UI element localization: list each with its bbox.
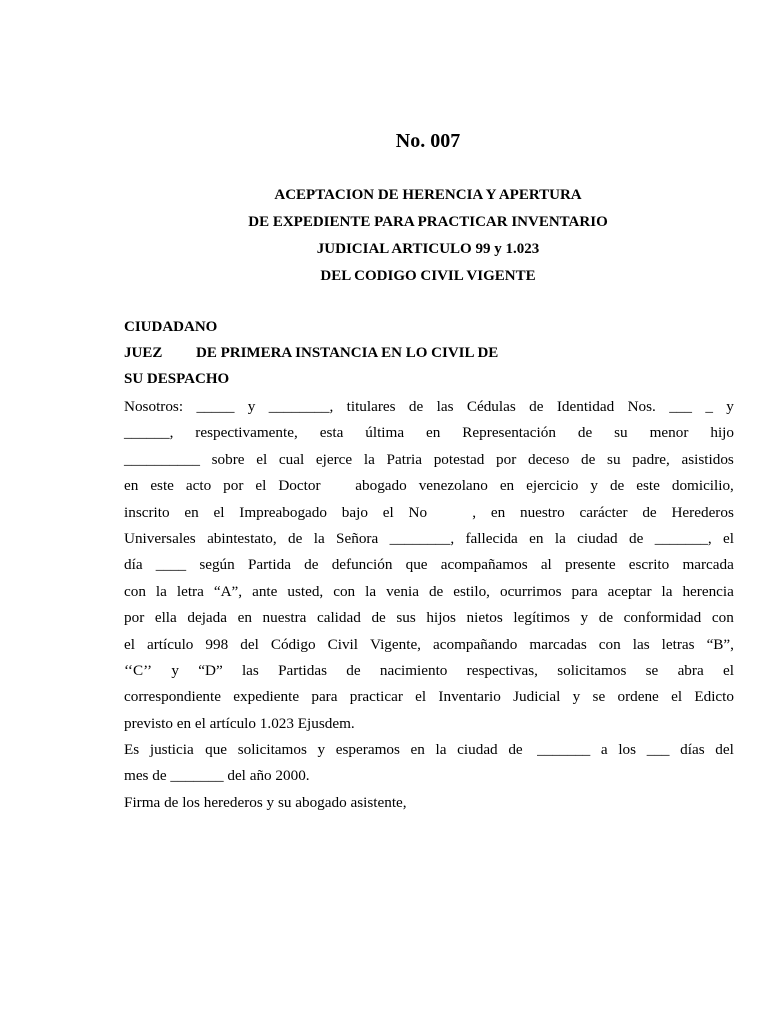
word: ___ [646,741,670,759]
word: que [405,556,428,574]
word: , [441,503,477,521]
text-line [124,684,734,710]
text-line [124,658,734,684]
word: Código [270,635,316,653]
text-line [124,420,734,446]
word: escrito [628,556,670,574]
word: ___ [669,398,692,415]
word: fallecida [465,529,518,547]
word: “B”, [706,635,734,653]
word: abintestato, [207,529,277,547]
word: su [614,424,628,442]
word: el [671,688,683,706]
word: titulares [346,398,396,415]
document-number: No. 007 [395,130,461,152]
word: de [629,529,644,547]
word: Inventario [438,688,501,706]
paragraph-petition [124,394,734,711]
word: la [554,529,566,547]
word: del [715,741,734,759]
word: ciudad [577,529,618,547]
word: Patria [386,450,422,468]
paragraph-petition-last-line: previsto en el artículo 1.023 Ejusdem. [124,714,355,732]
word: de [508,741,523,759]
word: de [581,450,596,468]
word: dejada [187,609,227,627]
word: justicia que [149,741,228,759]
word: sus [396,609,416,627]
word: esperamos [335,741,400,759]
document-body [124,394,734,816]
word: respectivas, [466,661,538,679]
word: de [642,503,657,521]
word: la [155,582,167,600]
text-line [124,526,734,552]
word: el [213,503,225,521]
word: del [240,635,259,653]
word: de [304,556,319,574]
word: letras [661,635,695,653]
word: ‘‘C’’ [124,661,153,679]
word: de [577,424,593,442]
word: Partida [247,556,291,574]
word: y [590,477,598,495]
word: “A”, [213,582,243,600]
word: días [680,741,705,759]
word: y [572,688,581,706]
word: deceso [527,450,570,468]
word: Universales [124,529,196,547]
word: de [371,609,386,627]
word: ante [252,582,278,600]
word: y [580,609,589,627]
word: de [598,609,614,627]
word: carácter [579,503,628,521]
word: en [499,477,515,495]
word: en [410,741,425,759]
word: por [223,477,244,495]
word: nietos [466,609,503,627]
word: inscrito [124,503,170,521]
closing-signature-line: Firma de los herederos y su abogado asistente, [124,793,407,811]
word: hijo [710,424,734,442]
word: esta [319,424,344,442]
word: y [317,741,326,759]
word: Representación [462,424,556,442]
word: Impreabogado [239,503,327,521]
paragraph-justice [124,737,734,763]
word: Es [124,741,140,759]
word: ____ [155,556,187,574]
addressee-court: DE PRIMERA INSTANCIA EN LO CIVIL DE [196,345,499,361]
text-line [124,394,734,420]
word: el [722,661,734,679]
word: por [124,609,145,627]
word: última [365,424,405,442]
word: Herederos [671,503,734,521]
word: _ [705,398,713,415]
word: ejerce [315,450,353,468]
word: aceptar [607,582,652,600]
title-line: DEL CODIGO CIVIL VIGENTE [320,268,536,284]
word: de [288,529,303,547]
word: Cédulas [466,398,516,415]
word: Identidad [556,398,615,415]
word: y [171,661,179,679]
word: Nosotros: [124,398,184,415]
word: el [382,503,394,521]
word: el [256,450,268,468]
word: para [311,688,338,706]
word: abra [677,661,704,679]
word: solicitamos [557,661,627,679]
word: ejercicio [526,477,579,495]
word: en [426,424,441,442]
word: padre, [632,450,670,468]
word: ordene [617,688,659,706]
word: acto [185,477,212,495]
word: conformidad [623,609,702,627]
word: día [124,556,143,574]
word: el [255,477,267,495]
word: nacimiento [379,661,448,679]
word: ______, [124,424,174,442]
word: el [723,529,734,547]
word: _______ [533,741,591,759]
word: con [333,582,356,600]
word: herencia [682,582,734,600]
word: la [363,450,375,468]
word: Partidas [278,661,328,679]
addressee-juez: JUEZ [124,345,163,361]
word: __________ [124,450,200,468]
word: Vigente, [370,635,421,653]
word: practicar [349,688,403,706]
word: de [609,477,625,495]
word: potestad [433,450,485,468]
word: las [632,635,650,653]
word: las [241,661,259,679]
word: letra [176,582,204,600]
word: ________, [389,529,455,547]
text-line [124,500,734,526]
word: Nos. [627,398,656,415]
word: en [124,477,139,495]
word: se [645,661,659,679]
word: los [618,741,637,759]
word: en [529,529,544,547]
word: nuestro [519,503,565,521]
word: sobre [211,450,245,468]
word: solicitamos [237,741,307,759]
word: ella [154,609,177,627]
word: este [150,477,174,495]
word: menor [649,424,689,442]
word: domicilio, [671,477,734,495]
title-line: DE EXPEDIENTE PARA PRACTICAR INVENTARIO [248,214,608,230]
word: la [313,529,325,547]
title-line: ACEPTACION DE HERENCIA Y APERTURA [274,187,582,203]
addressee-line: CIUDADANO [124,319,218,335]
word: de [428,582,444,600]
text-line [124,447,734,473]
word: este [636,477,660,495]
word: en [490,503,506,521]
addressee-block [124,316,734,394]
word: la [661,582,673,600]
paragraph-justice-last-line: mes de _______ del año 2000. [124,767,310,785]
addressee-line: SU DESPACHO [124,371,230,387]
text-line [124,552,734,578]
title-line: JUDICIAL ARTICULO 99 y 1.023 [316,241,540,257]
text-line [124,605,734,631]
word: correspondiente [124,688,221,706]
word: de [529,398,544,415]
word: legítimos [513,609,570,627]
word: al [540,556,552,574]
word: estilo, [453,582,490,600]
word: Civil [327,635,358,653]
word: con [124,582,146,600]
text-line [124,737,734,763]
word: ciudad [457,741,498,759]
word: presente [564,556,616,574]
word: nuestra [262,609,307,627]
word: asistidos [681,450,734,468]
word: _______, [654,529,712,547]
word: abogado [332,477,407,495]
word: en [184,503,199,521]
word: Doctor [278,477,321,495]
word: ________, [268,398,334,415]
word: para [571,582,598,600]
addressee-line [124,342,734,368]
word: de [346,661,361,679]
word: en [237,609,252,627]
word: usted, [287,582,324,600]
word: calidad [316,609,361,627]
text-line [124,473,734,499]
word: “D” [198,661,223,679]
word: y [247,398,256,415]
word: artículo [147,635,194,653]
word: y [726,398,734,415]
word: a [600,741,608,759]
word: _____ [196,398,235,415]
word: por [496,450,517,468]
word: las [436,398,454,415]
word: 998 [205,635,229,653]
text-line [124,579,734,605]
word: venezolano [418,477,488,495]
document-title [0,184,768,292]
word: cual [278,450,305,468]
word: la [435,741,447,759]
word: ocurrimos [499,582,562,600]
word: su [607,450,621,468]
word: acompañando [433,635,518,653]
word: bajo [341,503,368,521]
word: hijos [426,609,456,627]
word: respectivamente, [195,424,298,442]
word: el [415,688,427,706]
word: con [598,635,621,653]
word: con [711,609,734,627]
word: el [124,635,135,653]
word: Judicial [513,688,561,706]
word: expediente [233,688,300,706]
word: la [365,582,377,600]
word: acompañamos [440,556,528,574]
word: venia [386,582,419,600]
word: Edicto [694,688,734,706]
word: de [408,398,424,415]
word: defunción [331,556,393,574]
word: marcada [682,556,734,574]
word: se [592,688,606,706]
text-line [124,632,734,658]
word: marcadas [529,635,587,653]
word: según [199,556,235,574]
word: No [408,503,428,521]
word: Señora [336,529,379,547]
